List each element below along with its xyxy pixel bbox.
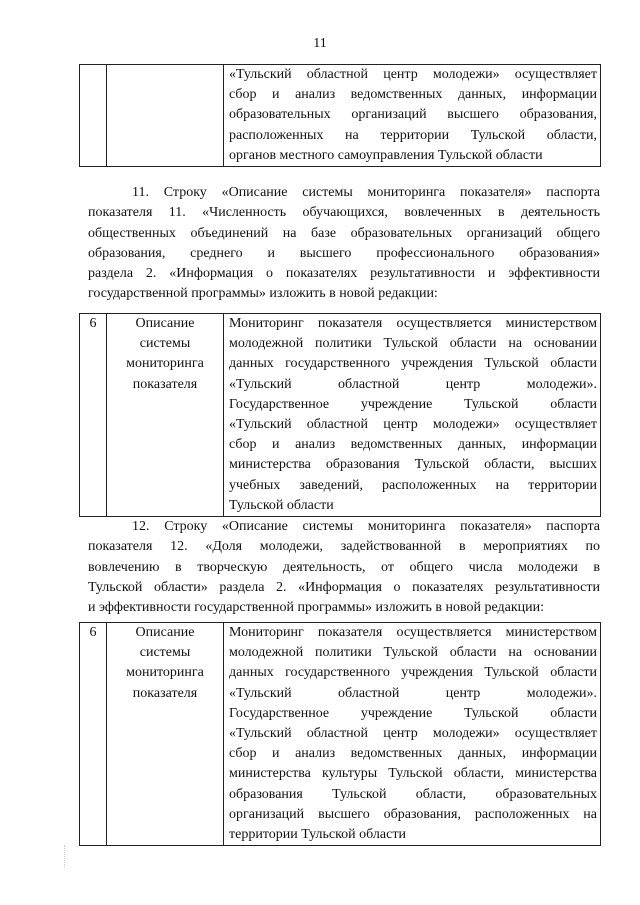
description-line: образования Тульской области, образовательных — [229, 786, 597, 802]
description-line: сбор и анализ ведомственных данных, информации — [229, 746, 597, 762]
description-cell — [224, 314, 601, 517]
description-line: сбор и анализ ведомственных данных, информации — [229, 87, 597, 103]
number-cell: 6 — [80, 314, 107, 517]
paragraph-line: государственной программы» изложить в новой редакции: — [88, 286, 438, 302]
paragraph-11 — [88, 183, 600, 305]
name-line: мониторинга — [126, 356, 204, 372]
description-line: учебных заведений, расположенных на территории — [229, 477, 597, 493]
name-cell — [107, 65, 224, 167]
description-line: министерства образования Тульской области, высших — [229, 457, 597, 473]
description-cell — [224, 65, 601, 167]
description-line: Мониторинг показателя осуществляется министерством — [229, 316, 597, 331]
name-cell — [107, 314, 224, 517]
description-line: министерства культуры Тульской области, министерства — [229, 766, 597, 782]
paragraph-line: показателя 12. «Доля молодежи, задействованной в мероприятиях по — [88, 539, 600, 555]
table-row — [80, 65, 601, 167]
description-line: органов местного самоуправления Тульской области — [229, 147, 543, 163]
description-line: территории Тульской области — [229, 827, 406, 843]
description-line: «Тульский областной центр молодежи». — [229, 685, 597, 701]
description-line: Государственное учреждение Тульской области — [229, 705, 597, 721]
paragraph-line: общественных объединений на базе образовательных организаций общего — [88, 225, 600, 241]
paragraph-line: и эффективности государственной программы» изложить в новой редакции: — [88, 600, 545, 616]
paragraph-line: показателя 11. «Численность обучающихся, вовлеченных в деятельность — [88, 205, 600, 221]
name-line: мониторинга — [126, 665, 204, 681]
description-line: Государственное учреждение Тульской области — [229, 396, 597, 412]
description-cell — [224, 623, 601, 846]
description-line: данных государственного учреждения Тульской области — [229, 665, 597, 681]
table-row — [80, 623, 601, 846]
description-line: «Тульский областной центр молодежи» осуществляет — [229, 726, 597, 742]
paragraph-line: 11. Строку «Описание системы мониторинга показателя» паспорта — [132, 185, 600, 200]
name-line: показателя — [132, 376, 198, 392]
paragraph-12 — [88, 517, 600, 618]
table-row — [80, 314, 601, 517]
description-line: Тульской области — [229, 497, 334, 513]
description-line: Мониторинг показателя осуществляется министерством — [229, 625, 597, 640]
table-top-continuation — [79, 64, 601, 167]
paragraph-line: Тульской области» раздела 2. «Информация о показателях результативности — [88, 579, 600, 595]
name-line: системы — [139, 336, 191, 352]
page-number: 11 — [313, 36, 327, 51]
description-line: данных государственного учреждения Тульской области — [229, 356, 597, 372]
paragraph-line: образования, среднего и высшего профессионального образования» — [88, 245, 600, 261]
description-line: молодежной политики Тульской области на основании — [229, 336, 597, 352]
name-line: Описание — [135, 625, 195, 640]
table-indicator-11 — [79, 313, 601, 517]
scan-artifact — [64, 845, 67, 867]
number-cell: 6 — [80, 623, 107, 846]
description-line: образовательных организаций высшего образования, — [229, 107, 597, 123]
table-indicator-12 — [79, 622, 601, 846]
paragraph-line: вовлечению в творческую деятельность, от общего числа молодежи в — [88, 559, 600, 575]
paragraph-line: раздела 2. «Информация о показателях результативности и эффективности — [88, 266, 600, 282]
description-line: «Тульский областной центр молодежи» осуществляет — [229, 417, 597, 433]
description-line: молодежной политики Тульской области на основании — [229, 645, 597, 661]
paragraph-line: 12. Строку «Описание системы мониторинга показателя» паспорта — [132, 519, 600, 534]
name-line: показателя — [132, 685, 198, 701]
number-cell — [80, 65, 107, 167]
description-line: «Тульский областной центр молодежи». — [229, 376, 597, 392]
name-line: Описание — [135, 316, 195, 331]
description-line: организаций высшего образования, расположенных на — [229, 806, 597, 822]
description-line: расположенных на территории Тульской области, — [229, 127, 597, 143]
name-cell — [107, 623, 224, 846]
description-line: сбор и анализ ведомственных данных, информации — [229, 437, 597, 453]
description-line: «Тульский областной центр молодежи» осуществляет — [229, 67, 597, 82]
name-line: системы — [139, 645, 191, 661]
